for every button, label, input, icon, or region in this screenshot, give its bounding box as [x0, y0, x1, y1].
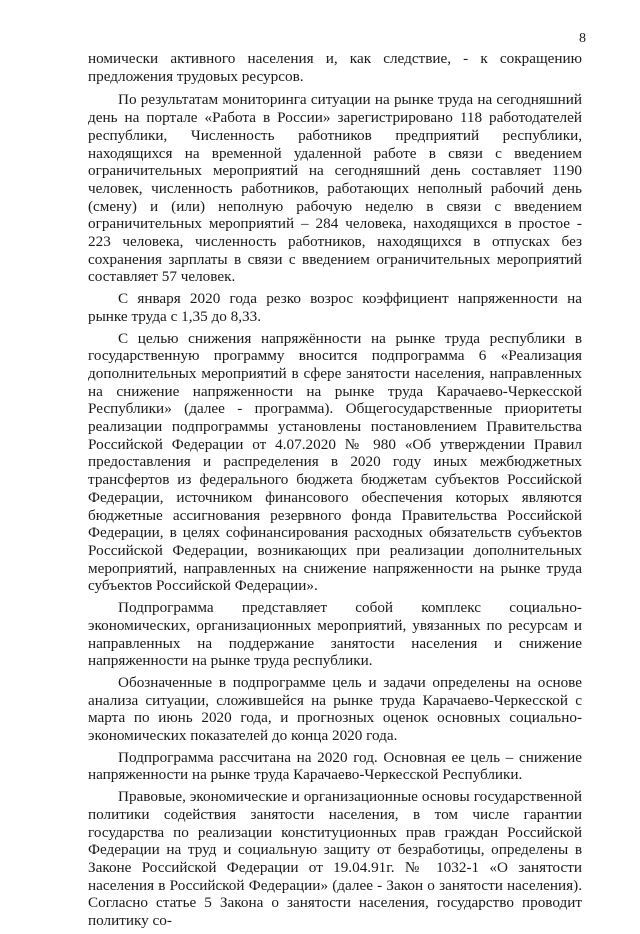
paragraph-3: С января 2020 года резко возрос коэффициент напряженности на рынке труда с 1,35 до 8,33. — [88, 290, 582, 325]
paragraph-1: номически активного населения и, как следствие, - к сокращению предложения трудовых ресурсов. — [88, 50, 582, 85]
paragraph-6: Обозначенные в подпрограмме цель и задачи определены на основе анализа ситуации, сложившейся на рынке труда Карачаево-Черкесской с марта по июнь 2020 года, и прогнозных оценок основных социально-экономических показателей до конца 2020 года. — [88, 673, 582, 745]
paragraph-2: По результатам мониторинга ситуации на рынке труда на сегодняшний день на портале «Работа в России» зарегистрировано 118 работодателей республики, Численность работников предприятий республики, находящихся на временной удаленной работе в связи с введением ограничительных мероприятий на сегодняшний день составляет 1190 человек, численность работников, работающих неполный рабочий день (смену) и (или) неполную рабочую неделю в связи с введением ограничительных мероприятий – 284 человека, находящихся в простое - 223 человека, численность работников, находящихся в отпусках без сохранения зарплаты в связи с введением ограничительных мероприятий составляет 57 человек. — [88, 91, 582, 286]
document-body — [88, 50, 582, 934]
paragraph-4: С целью снижения напряжённости на рынке труда республики в государственную программу вносится подпрограмма 6 «Реализация дополнительных мероприятий в сфере занятости населения, направленных на снижение напряженности на рынке труда Карачаево-Черкесской Республики» (далее - программа). Общегосударственные приоритеты реализации подпрограммы установлены постановлением Правительства Российской Федерации от 4.07.2020 № 980 «Об утверждении Правил предоставления и распределения в 2020 году иных межбюджетных трансфертов из федерального бюджета бюджетам субъектов Российской Федерации, источником финансового обеспечения которых являются бюджетные ассигнования резервного фонда Правительства Российской Федерации, в целях софинансирования расходных обязательств субъектов Российской Федерации, возникающих при реализации дополнительных мероприятий, направленных на снижение напряженности на рынке труда субъектов Российской Федерации». — [88, 329, 582, 595]
paragraph-5: Подпрограмма представляет собой комплекс социально-экономических, организационных мероприятий, увязанных по ресурсам и направленных на поддержание занятости населения и снижение напряженности на рынке труда республики. — [88, 599, 582, 670]
paragraph-7: Подпрограмма рассчитана на 2020 год. Основная ее цель – снижение напряженности на рынке труда Карачаево-Черкесской Республики. — [88, 748, 582, 784]
page-number: 8 — [579, 31, 586, 46]
paragraph-8: Правовые, экономические и организационные основы государственной политики содействия занятости населения, в том числе гарантии государства по реализации конституционных прав граждан Российской Федерации на труд и социальную защиту от безработицы, определены в Законе Российской Федерации от 19.04.91г. № 1032-1 «О занятости населения в Российской Федерации» (далее - Закон о занятости населения). Согласно статье 5 Закона о занятости населения, государство проводит политику со- — [88, 788, 582, 930]
